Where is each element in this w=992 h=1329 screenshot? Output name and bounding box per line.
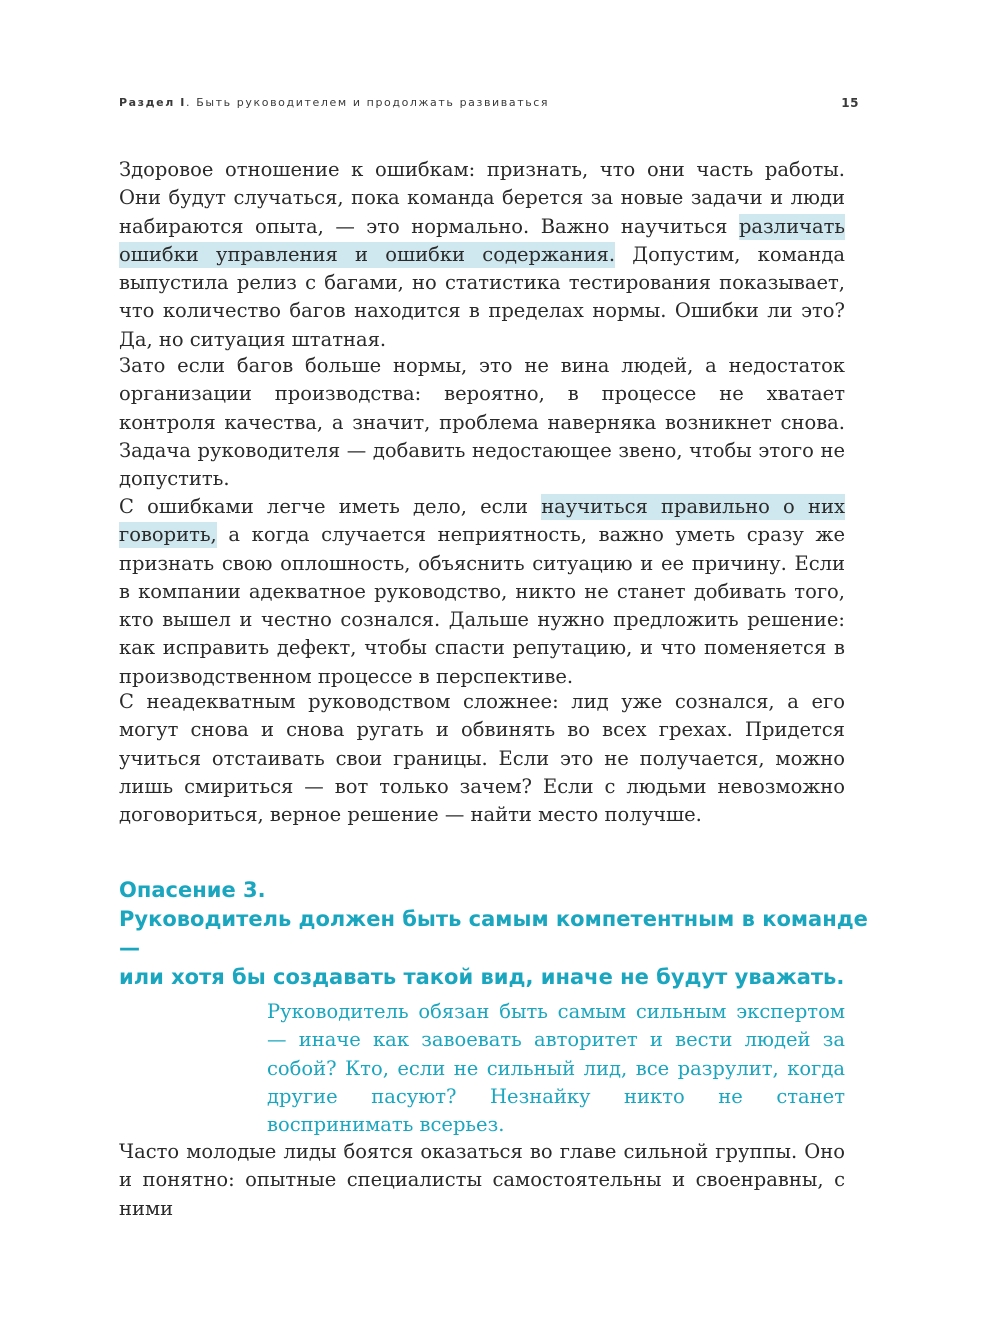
section-label: Раздел I [119, 96, 186, 109]
highlighted-phrase-1: различать ошибки управления и ошибки содержания. [119, 214, 845, 266]
paragraph-3-text-start: С ошибками легче иметь дело, если [119, 495, 542, 518]
paragraph-1 [119, 156, 845, 354]
paragraph-4: С неадекватным руководством сложнее: лид уже сознался, а его могут снова и снова ругать и обвинять во всех грехах. Придется учиться отстаивать свои границы. Если это не получается, можно лишь смириться — вот только зачем? Если с людьми невозможно договориться, верное решение — найти место получше. [119, 690, 845, 827]
paragraph-1-text-start: Здоровое отношение к ошибкам: признать, что они часть работы. Они будут случаться, пока команда берется за новые задачи и люди набираются опыта, — это нормально. Важно научиться [119, 158, 845, 238]
page-number: 15 [841, 96, 859, 110]
paragraph-5: Часто молодые лиды боятся оказаться во главе сильной группы. Оно и понятно: опытные специалисты самостоятельны и своенравны, с ними [119, 1140, 845, 1220]
section-title: . Быть руководителем и продолжать развиваться [186, 96, 550, 109]
paragraph-1-text-end: Допустим, команда выпустила релиз с багами, но статистика тестирования показывает, что количество багов находится в пределах нормы. Ошибки ли это? Да, но ситуация штатная. [119, 242, 845, 351]
section-heading [119, 876, 879, 992]
paragraph-2: Зато если багов больше нормы, это не вина людей, а недостаток организации производства: вероятно, в процессе не хватает контроля качества, а значит, проблема наверняка возникнет снова. Задача руководителя — добавить недостающее звено, чтобы этого не допустить. [119, 354, 845, 491]
pull-quote: Руководитель обязан быть самым сильным экспертом — иначе как завоевать авторитет и вести людей за собой? Кто, если не сильный лид, все разрулит, когда другие пасуют? Незнайку никто не станет воспринимать всерьез. [267, 1000, 845, 1137]
running-head [119, 96, 859, 116]
heading-line-3: или хотя бы создавать такой вид, иначе не будут уважать. [119, 965, 845, 989]
heading-line-1: Опасение 3. [119, 878, 266, 902]
paragraph-3 [119, 493, 845, 691]
heading-line-2: Руководитель должен быть самым компетентным в команде — [119, 907, 868, 960]
highlighted-phrase-2: научиться правильно о них говорить, [119, 495, 845, 547]
paragraph-3-text-end: а когда случается неприятность, важно уметь сразу же признать свою оплошность, объяснить ситуацию и ее причину. Если в компании адекватное руководство, никто не станет добивать того, кто вышел и честно сознался. Дальше нужно предложить решение: как исправить дефект, чтобы спасти репутацию, и что поменяется в производственном процессе в перспективе. [119, 523, 845, 688]
